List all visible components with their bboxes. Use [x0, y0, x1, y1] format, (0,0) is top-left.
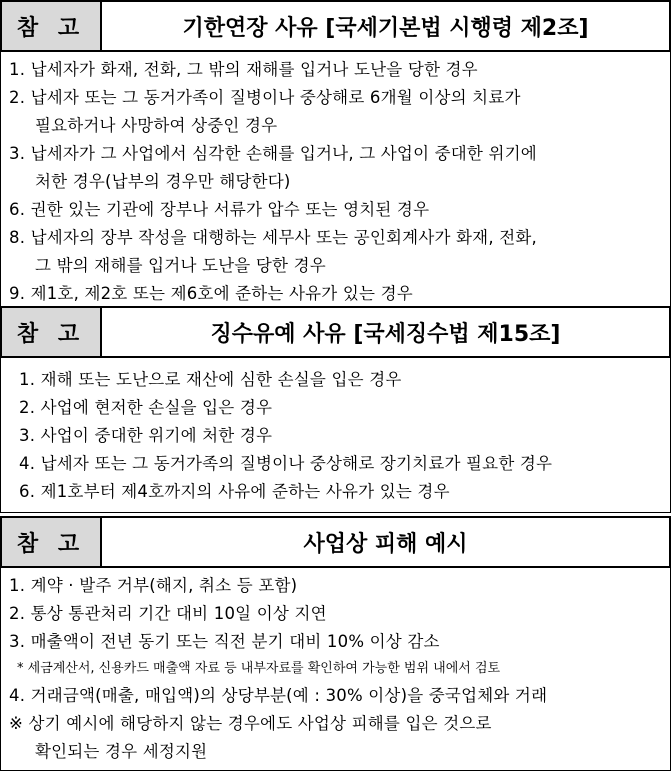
list-item: 6. 권한 있는 기관에 장부나 서류가 압수 또는 영치된 경우: [9, 200, 430, 219]
list-item: 1. 재해 또는 도난으로 재산에 심한 손실을 입은 경우: [19, 370, 402, 389]
list-item: 8. 납세자의 장부 작성을 대행하는 세무사 또는 공인회계사가 화재, 전화,: [9, 228, 537, 247]
reference-tag: 참 고: [2, 518, 102, 566]
remark: ※ 상기 예시에 해당하지 않는 경우에도 사업상 피해를 입은 것으로: [9, 714, 492, 733]
box-body: [0, 358, 671, 513]
remark-continued: 확인되는 경우 세정지원: [35, 742, 208, 761]
reference-tag: 참 고: [2, 308, 102, 356]
box-header: [0, 516, 671, 568]
list-item-continued: 필요하거나 사망하여 상중인 경우: [35, 116, 278, 135]
collection-deferral-reasons-box: [0, 306, 671, 513]
list-item: 9. 제1호, 제2호 또는 제6호에 준하는 사유가 있는 경우: [9, 284, 413, 303]
reference-tag: 참 고: [2, 2, 102, 50]
list-item-continued: 처한 경우(납부의 경우만 해당한다): [35, 172, 291, 191]
business-damage-examples-box: [0, 516, 671, 771]
list-item: 3. 매출액이 전년 동기 또는 직전 분기 대비 10% 이상 감소: [9, 632, 440, 651]
box-title: 기한연장 사유 [국세기본법 시행령 제2조]: [182, 15, 589, 41]
list-item: 4. 거래금액(매출, 매입액)의 상당부분(예 : 30% 이상)을 중국업체와 거래: [9, 686, 548, 705]
list-item: 1. 계약 · 발주 거부(해지, 취소 등 포함): [9, 576, 298, 595]
list-item: 2. 통상 통관처리 기간 대비 10일 이상 지연: [9, 604, 327, 623]
box-body: [0, 568, 671, 771]
list-item: 2. 사업에 현저한 손실을 입은 경우: [19, 398, 273, 417]
box-title: 징수유예 사유 [국세징수법 제15조]: [210, 321, 561, 347]
list-item: 1. 납세자가 화재, 전화, 그 밖의 재해를 입거나 도난을 당한 경우: [9, 60, 478, 79]
list-item: 2. 납세자 또는 그 동거가족이 질병이나 중상해로 6개월 이상의 치료가: [9, 88, 521, 107]
extension-reasons-box: [0, 0, 671, 313]
box-body: [0, 52, 671, 313]
list-item: 3. 사업이 중대한 위기에 처한 경우: [19, 426, 273, 445]
list-item: 4. 납세자 또는 그 동거가족의 질병이나 중상해로 장기치료가 필요한 경우: [19, 454, 553, 473]
list-item: 3. 납세자가 그 사업에서 심각한 손해를 입거나, 그 사업이 중대한 위기에: [9, 144, 537, 163]
footnote: * 세금계산서, 신용카드 매출액 자료 등 내부자료를 확인하여 가능한 범위 내에서 검토: [17, 661, 501, 676]
list-item-continued: 그 밖의 재해를 입거나 도난을 당한 경우: [35, 256, 326, 275]
box-header: [0, 306, 671, 358]
box-header: [0, 0, 671, 52]
list-item: 6. 제1호부터 제4호까지의 사유에 준하는 사유가 있는 경우: [19, 482, 450, 501]
box-title: 사업상 피해 예시: [303, 531, 468, 557]
